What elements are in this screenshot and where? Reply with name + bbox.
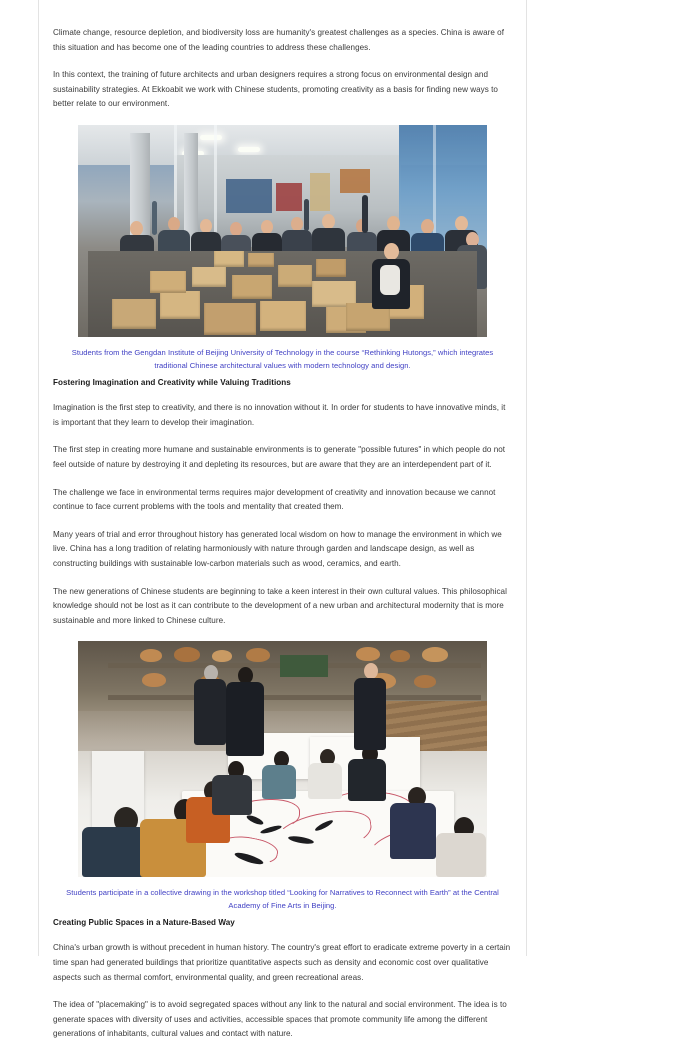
wall-shelf	[108, 695, 481, 700]
cardboard-model	[316, 259, 346, 277]
person-head	[455, 216, 468, 231]
ceiling-light-icon	[200, 135, 222, 140]
cardboard-model	[214, 251, 244, 267]
person-body	[212, 775, 252, 815]
cardboard-model	[112, 299, 156, 329]
person-body	[226, 682, 264, 756]
section-heading-creating-public-spaces: Creating Public Spaces in a Nature-Based Way	[53, 918, 235, 928]
photo-collective-drawing-workshop	[78, 641, 487, 877]
cardboard-model	[260, 301, 306, 331]
ceramic-pot	[390, 650, 410, 662]
cardboard-model	[150, 271, 186, 293]
person-body	[194, 679, 226, 745]
ceramic-pot	[142, 673, 166, 687]
person-head	[322, 214, 335, 229]
person-head	[291, 217, 303, 231]
cardboard-model	[192, 267, 226, 287]
raised-arm	[304, 199, 309, 231]
person-body	[436, 833, 486, 877]
section-heading-fostering-imagination: Fostering Imagination and Creativity while Valuing Traditions	[53, 378, 291, 388]
person-head	[200, 219, 212, 233]
cardboard-model	[204, 303, 256, 335]
paragraph-6: Many years of trial and error throughout history has generated local wisdom on how to manage the environment in which we live. China has a long tradition of relating harmoniously with nature through garden and landscape design, as well as constructing buildings with sustainable low-carbon materials such as wood, ceramics, and earth.	[53, 529, 502, 568]
cardboard-model	[248, 253, 274, 267]
ceiling-light-icon	[238, 147, 260, 152]
paragraph-3: Imagination is the first step to creativity, and there is no innovation without it. In order for students to have innovative minds, it is important that they learn to develop their imagination.	[53, 403, 506, 427]
ceramic-pot	[422, 647, 448, 662]
paragraph-1: Climate change, resource depletion, and biodiversity loss are humanity's greatest challenges as a species. China is aware of this situation and has become one of the leading countries to address these challenges.	[53, 28, 505, 52]
cardboard-model	[232, 275, 272, 299]
figure-students-models	[53, 125, 512, 372]
ceramic-pot	[246, 648, 270, 662]
ceramic-pot	[174, 647, 200, 662]
person-head	[261, 220, 273, 234]
article-body	[53, 0, 512, 1042]
person-head	[168, 217, 180, 231]
cardboard-model	[278, 265, 312, 287]
wall-sign	[280, 655, 328, 677]
raised-arm	[362, 195, 368, 233]
person-body	[348, 759, 386, 801]
person-head	[384, 243, 399, 260]
person-body	[262, 765, 296, 799]
ceramic-pot	[212, 650, 232, 662]
person-body	[308, 763, 342, 799]
cardboard-model	[160, 291, 200, 319]
raised-arm	[152, 201, 157, 235]
ceramic-pot	[140, 649, 162, 662]
figure-collective-drawing	[53, 641, 512, 912]
photo-students-with-cardboard-models	[78, 125, 487, 337]
paragraph-9: The idea of "placemaking" is to avoid segregated spaces without any link to the natural and social environment. The idea is to generate spaces with diversity of uses and activities, accessible spaces that promote community life among the different generations of inhabitants, cultural values and contact with nature.	[53, 1000, 507, 1039]
person-head	[230, 222, 242, 236]
ceramic-pot	[414, 675, 436, 688]
figure-2-caption: Students participate in a collective drawing in the workshop titled “Looking for Narratives to Reconnect with Earth” at the Central Academy of Fine Arts in Beijing.	[66, 888, 499, 910]
paragraph-8: China's urban growth is without precedent in human history. The country's great effort to eradicate extreme poverty in a certain time span had generated buildings that prioritize quantitative aspects such as density and economic cost over qualitative aspects such as thermal comfort, environmental quality, and green recreational areas.	[53, 943, 511, 982]
person-scarf	[380, 265, 400, 295]
wall-artwork	[340, 169, 370, 193]
person-head	[387, 216, 400, 231]
person-body	[82, 827, 146, 877]
paragraph-7: The new generations of Chinese students are beginning to take a keen interest in their own cultural values. This philosophical knowledge should not be lost as it can contribute to the development of a new urban and architectural modernity that is more sustainable and more linked to Chinese culture.	[53, 586, 507, 625]
paragraph-4: The first step in creating more humane and sustainable environments is to generate "possible futures" in which people do not feel outside of nature by destroying it and depleting its resources, but are aware that they are an interdependent part of it.	[53, 445, 506, 469]
person-head	[421, 219, 434, 234]
ceramic-pot	[356, 647, 380, 661]
person-body	[390, 803, 436, 859]
content-column	[38, 0, 527, 1039]
figure-1-caption: Students from the Gengdan Institute of Beijing University of Technology in the course “Rethinking Hutongs,” which integrates traditional Chinese architectural values with modern technology and design.	[71, 347, 494, 370]
paragraph-5: The challenge we face in environmental terms requires major development of creativity and innovation because we cannot continue to face current problems with the tools and mentality that created them.	[53, 487, 496, 512]
person-head	[130, 221, 143, 236]
paragraph-2: In this context, the training of future architects and urban designers requires a strong focus on environmental design and sustainability strategies. At Ekkoabit we work with Chinese students, promoting creativity as a basis for finding new ways to better relate to our environment.	[53, 70, 498, 109]
person-body	[354, 678, 386, 750]
